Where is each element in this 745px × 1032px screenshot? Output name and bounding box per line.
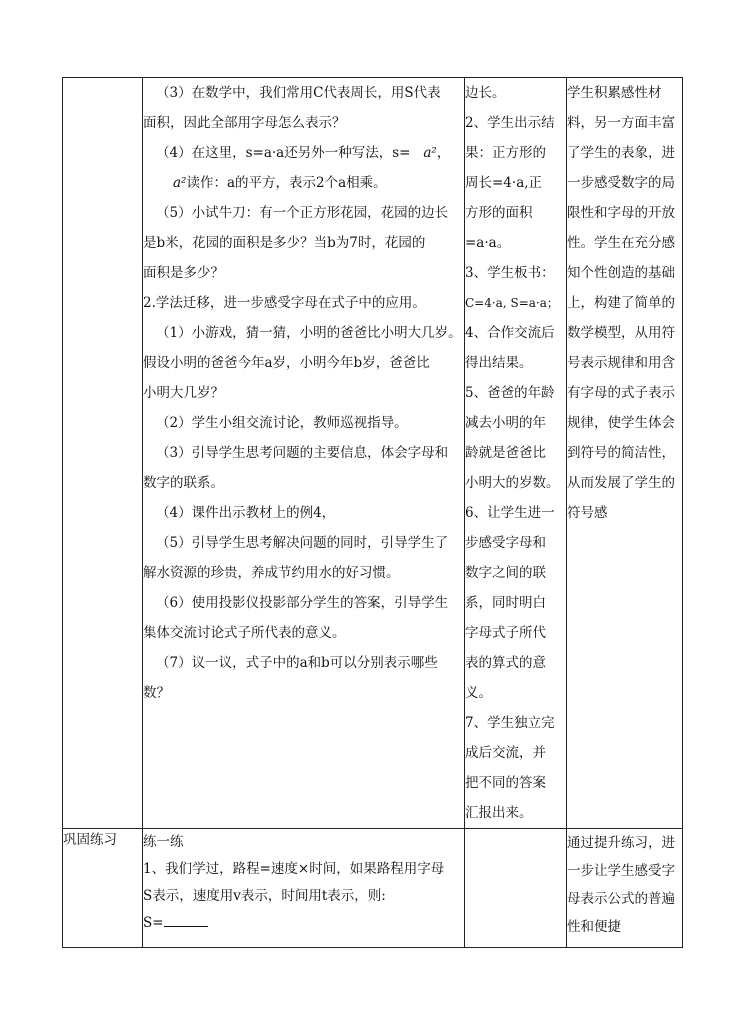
text-line [143,910,464,937]
text-fragment: ， [436,145,451,161]
text-line: 义。 [465,685,492,701]
text-line: 解水资源的珍贵，养成节约用水的好习惯。 [143,565,400,581]
text-line: 数字之间的联 [465,565,546,581]
text-line: （2）学生小组交流讨论，教师巡视指导。 [156,415,408,431]
table-row [63,829,683,948]
text-line: 数？ [143,685,170,701]
teacher-activity-cell [143,829,465,948]
text-line: 周长=4·a,正 [465,175,543,191]
text-line [143,168,464,198]
stage-label-cell [63,78,143,829]
text-line: （3）在数学中，我们常用C代表周长，用S代表 [156,85,441,101]
text-line: 小明大几岁？ [143,385,224,401]
text-line: 小明大的岁数。 [465,475,560,491]
text-fragment: S= [143,915,164,931]
text-line: （7）议一议，式子中的a和b可以分别表示哪些 [156,655,438,671]
text-line: （1）小游戏，猜一猜，小明的爸爸比小明大几岁。 [156,325,462,341]
student-activity-cell [465,829,567,948]
text-line: 数字的联系。 [143,475,224,491]
text-line: 龄就是爸爸比 [465,445,546,461]
text-line: 步感受字母和 [465,535,546,551]
text-line: 6、让学生进一 [465,505,555,521]
text-fragment: （4）在这里，s=a·a还另外一种写法，s= [156,145,411,161]
text-line: C=4·a, S=a·a； [465,296,559,310]
text-line: （5）小试牛刀：有一个正方形花园，花园的边长 [156,205,449,221]
design-intent-cell: 学生积累感性材料，另一方面丰富了学生的表象，进一步感受数字的局限性和字母的开放性。学生在充分感知个性创造的基础上，构建了简单的数学模型，从用符号表示规律和用含有字母的式子表示规律，使学生体会到符号的简洁性，从而发展了学生的符号感 [567,78,683,829]
design-intent-cell: 通过提升练习，进一步让学生感受字母表示公式的普遍性和便捷 [567,829,683,948]
text-line: 是b米，花园的面积是多少？当b为7时，花园的 [143,235,426,251]
text-line: 2、学生出示结 [465,115,555,131]
text-line: （3）引导学生思考问题的主要信息，体会字母和 [156,445,449,461]
text-line: （6）使用投影仪投影部分学生的答案，引导学生 [156,595,449,611]
text-line: 7、学生独立完 [465,715,555,731]
text-line: 5、爸爸的年龄 [465,385,555,401]
text-line: 假设小明的爸爸今年a岁，小明今年b岁，爸爸比 [143,355,430,371]
text-line: 方形的面积 [465,205,533,221]
text-line: 面积，因此全部用字母怎么表示？ [143,115,346,131]
a-squared-formula: a² [423,145,437,161]
text-line: S表示，速度用v表示，时间用t表示，则: [143,888,386,904]
text-line: 1、我们学过，路程=速度×时间，如果路程用字母 [143,861,445,877]
text-line: 边长。 [465,85,506,101]
text-line: 把不同的答案 [465,775,546,791]
text-line: 面积是多少？ [143,265,224,281]
text-line: 果：正方形的 [465,145,546,161]
text-line: 成后交流，并 [465,745,546,761]
text-line: 4、合作交流后 [465,325,555,341]
text-line: 字母式子所代 [465,625,546,641]
text-line [143,138,464,168]
stage-label-cell: 巩固练习 [63,829,143,948]
text-line: 系，同时明白 [465,595,546,611]
teacher-activity-cell [143,78,465,829]
text-line: 练一练 [143,834,184,850]
lesson-plan-table [62,77,683,948]
table-row [63,78,683,829]
text-line: 表的算式的意 [465,655,546,671]
answer-blank [164,912,208,927]
text-line: 3、学生板书： [465,265,555,281]
a-squared-formula: a² [173,175,187,191]
text-line: （5）引导学生思考解决问题的同时，引导学生了 [156,535,449,551]
text-line: 集体交流讨论式子所代表的意义。 [143,625,346,641]
text-line: 2.学法迁移，进一步感受字母在式子中的应用。 [143,295,426,311]
text-line: =a·a。 [465,235,511,251]
text-line: 汇报出来。 [465,805,533,821]
text-line: 减去小明的年 [465,415,546,431]
text-line: 得出结果。 [465,355,533,371]
student-activity-cell [465,78,567,829]
text-line: （4）课件出示教材上的例4， [156,505,336,521]
text-fragment: 读作：a的平方，表示2个a相乘。 [186,175,387,191]
